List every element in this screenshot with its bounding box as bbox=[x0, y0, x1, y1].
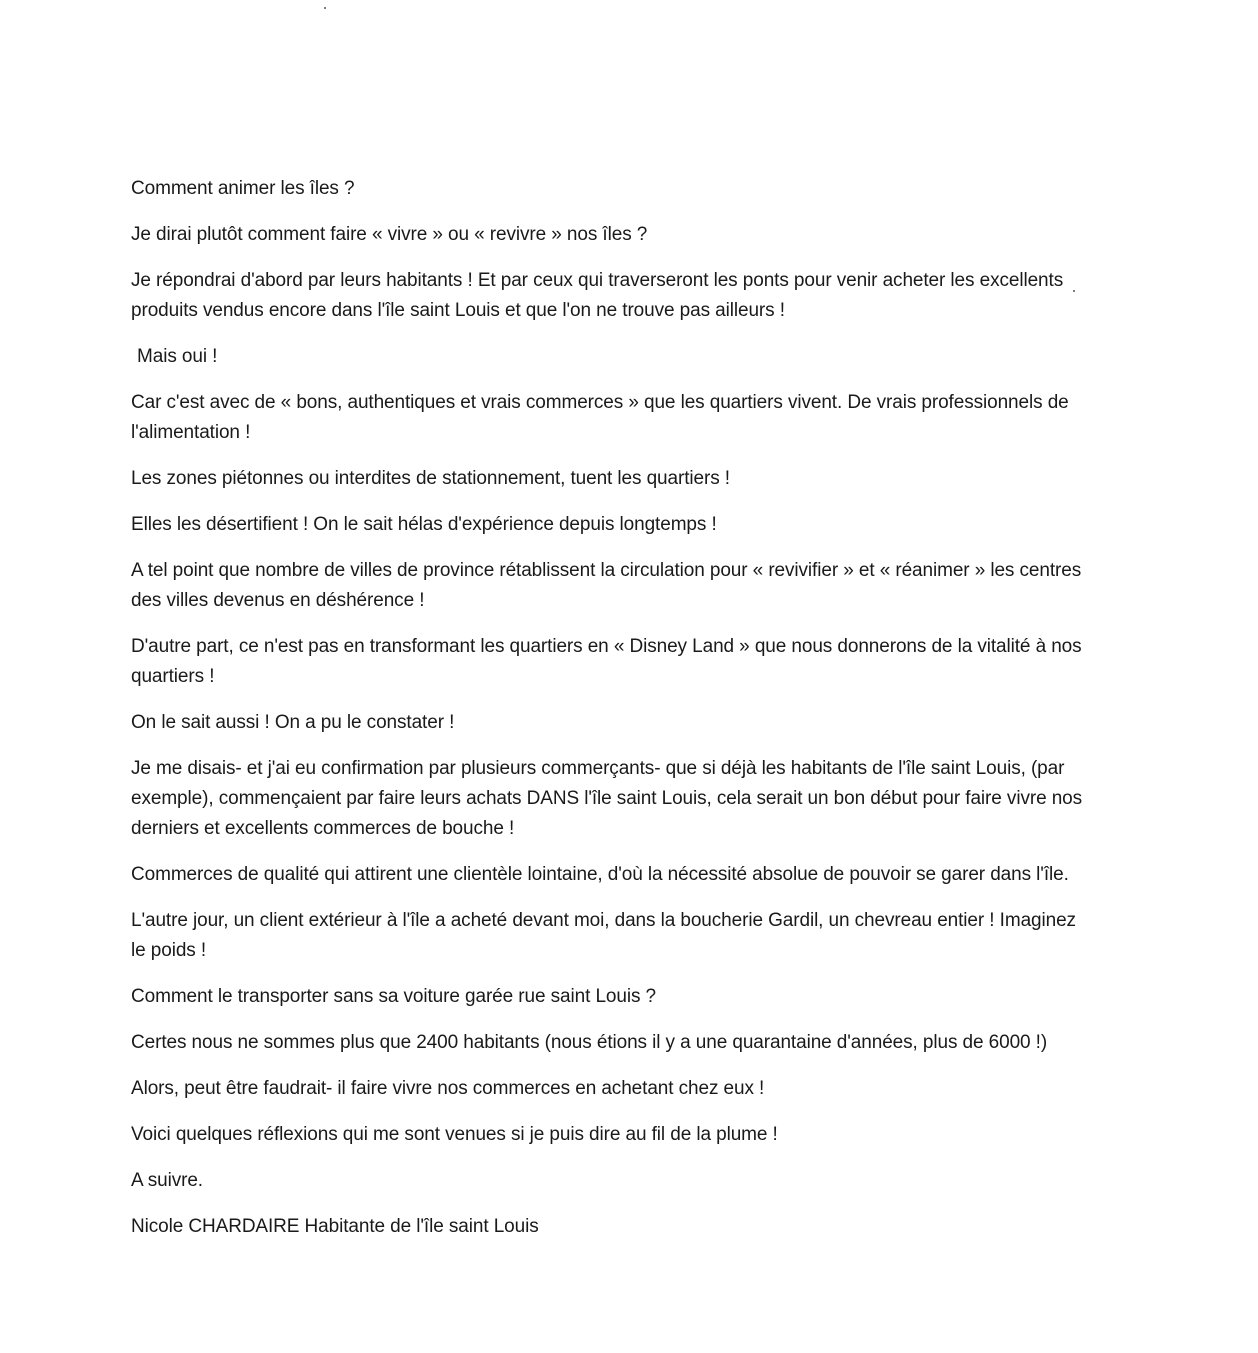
paragraph: Commerces de qualité qui attirent une clientèle lointaine, d'où la nécessité absolue de pouvoir se garer dans l'île. bbox=[131, 864, 1069, 885]
paragraph: L'autre jour, un client extérieur à l'île a acheté devant moi, dans la boucherie Gardil, un chevreau entier ! Imaginez le poids ! bbox=[131, 910, 1076, 961]
paragraph: Car c'est avec de « bons, authentiques et vrais commerces » que les quartiers vivent. De vrais professionnels de l'alimentation ! bbox=[131, 392, 1069, 443]
paragraph: Je me disais- et j'ai eu confirmation par plusieurs commerçants- que si déjà les habitants de l'île saint Louis, (par exemple), commençaient par faire leurs achats DANS l'île saint Louis, cela serait un bon début pour faire vivre nos derniers et excellents commerces de bouche ! bbox=[131, 758, 1083, 839]
paragraph: On le sait aussi ! On a pu le constater ! bbox=[131, 712, 455, 733]
paragraph: Alors, peut être faudrait- il faire vivre nos commerces en achetant chez eux ! bbox=[131, 1078, 765, 1099]
paragraph: A tel point que nombre de villes de province rétablissent la circulation pour « revivifier » et « réanimer » les centres des villes devenus en déshérence ! bbox=[131, 560, 1082, 611]
paragraph-closing: A suivre. bbox=[131, 1170, 203, 1191]
paragraph: Comment le transporter sans sa voiture garée rue saint Louis ? bbox=[131, 986, 657, 1007]
paragraph: Elles les désertifient ! On le sait hélas d'expérience depuis longtemps ! bbox=[131, 514, 717, 535]
paragraph-title-question: Comment animer les îles ? bbox=[131, 178, 355, 199]
paragraph: Certes nous ne sommes plus que 2400 habitants (nous étions il y a une quarantaine d'années, plus de 6000 !) bbox=[131, 1032, 1048, 1053]
paragraph: Voici quelques réflexions qui me sont venues si je puis dire au fil de la plume ! bbox=[131, 1124, 778, 1145]
signature-line: Nicole CHARDAIRE Habitante de l'île saint Louis bbox=[131, 1216, 539, 1237]
letter-body bbox=[131, 174, 1091, 1242]
paragraph: Je dirai plutôt comment faire « vivre » ou « revivre » nos îles ? bbox=[131, 224, 648, 245]
paragraph: Mais oui ! bbox=[137, 346, 218, 367]
paragraph: Les zones piétonnes ou interdites de stationnement, tuent les quartiers ! bbox=[131, 468, 730, 489]
scan-speck bbox=[324, 7, 326, 9]
paragraph: D'autre part, ce n'est pas en transformant les quartiers en « Disney Land » que nous donnerons de la vitalité à nos quartiers ! bbox=[131, 636, 1082, 687]
paragraph: Je répondrai d'abord par leurs habitants ! Et par ceux qui traverseront les ponts pour venir acheter les excellents produits vendus encore dans l'île saint Louis et que l'on ne trouve pas ailleurs ! bbox=[131, 270, 1064, 321]
